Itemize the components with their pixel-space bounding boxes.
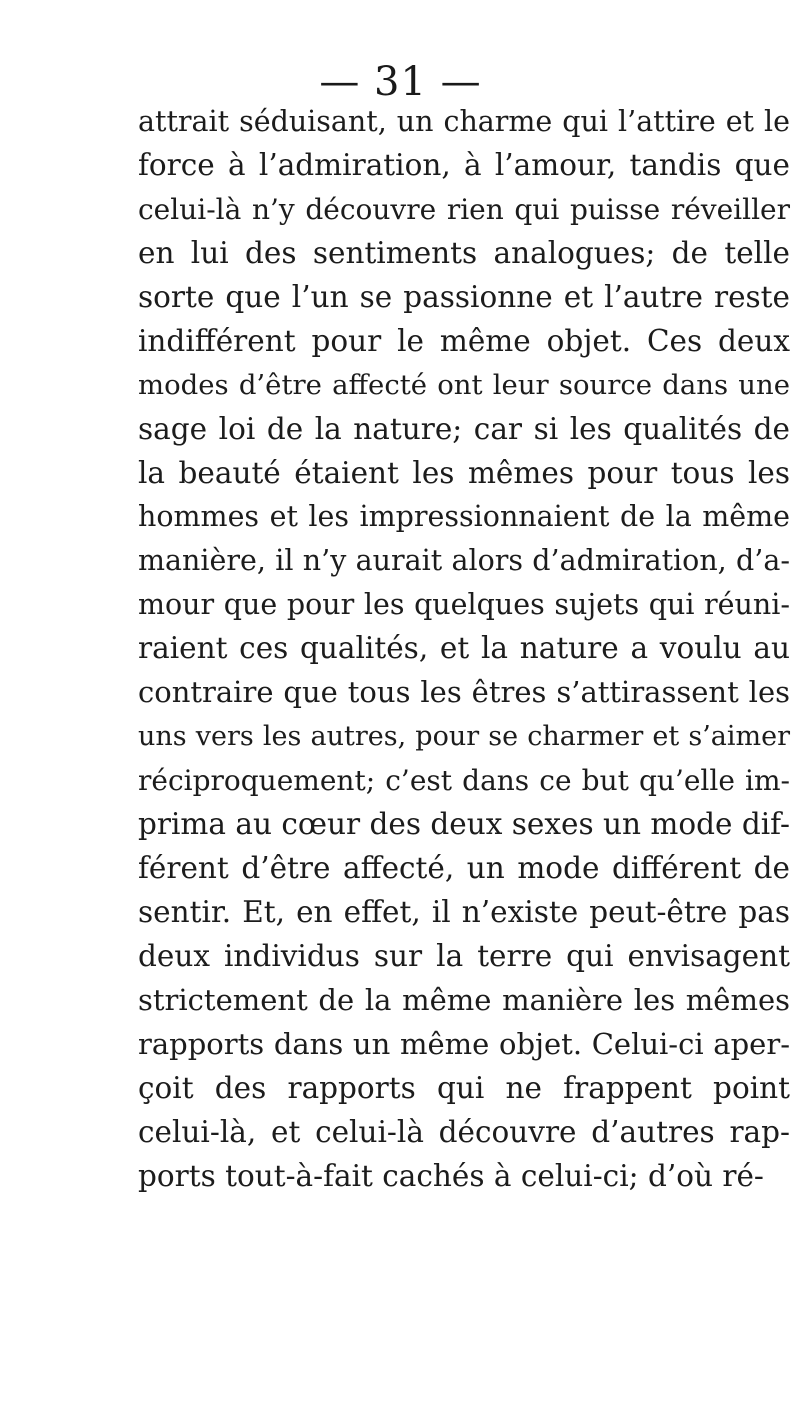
text-line: ports tout-à-fait cachés à celui-ci; d’où ré-	[138, 1158, 764, 1193]
text-line: uns vers les autres, pour se charmer et s’aimer	[138, 721, 790, 753]
text-line: celui-là, et celui-là découvre d’autres rap-	[138, 1114, 790, 1149]
text-line: mour que pour les quelques sujets qui réuni-	[138, 588, 790, 622]
text-line: strictement de la même manière les mêmes	[138, 982, 790, 1017]
text-line: çoit des rapports qui ne frappent point	[138, 1070, 790, 1105]
text-line: en lui des sentiments analogues; de telle	[138, 235, 790, 270]
text-line: sentir. Et, en effet, il n’existe peut-être pas	[138, 894, 790, 929]
text-line: deux individus sur la terre qui envisagent	[138, 938, 790, 973]
text-line: réciproquement; c’est dans ce but qu’elle im-	[138, 764, 790, 798]
text-line: contraire que tous les êtres s’attirassent les	[138, 675, 790, 710]
text-line: férent d’être affecté, un mode différent de	[138, 850, 790, 885]
text-line: la beauté étaient les mêmes pour tous les	[138, 455, 790, 490]
page-number: — 31 —	[319, 59, 482, 105]
text-line: indifférent pour le même objet. Ces deux	[138, 323, 790, 358]
text-line: sage loi de la nature; car si les qualités de	[138, 411, 790, 446]
text-line: celui-là n’y découvre rien qui puisse réveiller	[138, 192, 790, 226]
text-line: prima au cœur des deux sexes un mode dif-	[138, 807, 790, 841]
text-line: hommes et les impressionnaient de la même	[138, 500, 790, 534]
text-line: modes d’être affecté ont leur source dans une	[138, 368, 790, 401]
body-text	[138, 100, 790, 1198]
text-line: sorte que l’un se passionne et l’autre reste	[138, 279, 790, 314]
text-line: attrait séduisant, un charme qui l’attire et le	[138, 105, 790, 138]
text-line: rapports dans un même objet. Celui-ci aper-	[138, 1026, 790, 1061]
text-line: manière, il n’y aurait alors d’admiration, d’a-	[138, 544, 790, 578]
text-line: raient ces qualités, et la nature a voulu au	[138, 631, 790, 666]
text-line: force à l’admiration, à l’amour, tandis que	[138, 147, 790, 182]
